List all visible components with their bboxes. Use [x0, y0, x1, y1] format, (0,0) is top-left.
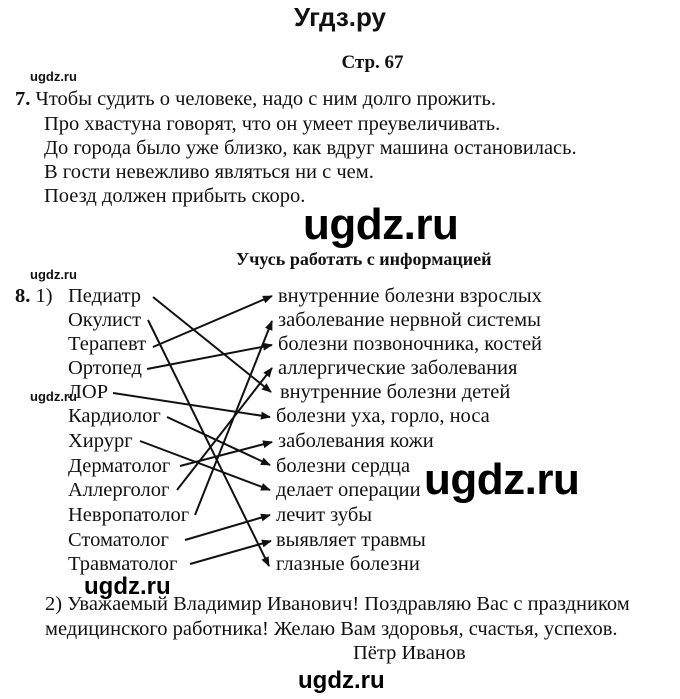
specialist-ortoped: Ортопед — [68, 357, 142, 379]
specialist-terapevt: Терапевт — [68, 333, 147, 355]
section-heading: Учусь работать с информацией — [236, 249, 492, 269]
watermark: ugdz.ru — [30, 69, 77, 84]
arrow-travmatolog — [190, 541, 271, 564]
watermark: ugdz.ru — [298, 667, 385, 694]
exercise-number: 7. — [15, 88, 31, 110]
description: внутренние болезни взрослых — [278, 285, 542, 307]
description: болезни позвоночника, костей — [278, 333, 543, 355]
description: лечит зубы — [276, 504, 373, 526]
specialist-pediatr: Педиатр — [68, 285, 142, 307]
sentence: Чтобы судить о человеке, надо с ним долго прожить. — [35, 88, 497, 110]
description: внутренние болезни детей — [280, 381, 511, 403]
site-title: Угдз.ру — [294, 2, 386, 32]
description: болезни уха, горло, носа — [276, 405, 490, 427]
description: делает операции — [276, 479, 421, 501]
description: аллергические заболевания — [278, 357, 518, 379]
specialist-dermatolog: Дерматолог — [68, 455, 171, 477]
watermark: ugdz.ru — [84, 573, 171, 600]
watermark: ugdz.ru — [30, 267, 77, 282]
specialist-allergolog: Аллерголог — [68, 479, 170, 501]
greeting-line: 2) Уважаемый Владимир Иванович! Поздравляю Вас с праздником — [45, 593, 630, 615]
description: выявляет травмы — [276, 529, 426, 551]
sentence: Поезд должен прибыть скоро. — [44, 185, 306, 207]
specialist-kardiolog: Кардиолог — [68, 405, 161, 427]
watermark-large: ugdz.ru — [303, 200, 459, 249]
sentence: Про хвастуна говорят, что он умеет преувеличивать. — [44, 113, 501, 135]
description: глазные болезни — [276, 553, 420, 575]
specialist-okulist: Окулист — [68, 309, 142, 331]
watermark: ugdz.ru — [30, 389, 77, 404]
watermark-large: ugdz.ru — [424, 455, 580, 504]
description: заболевание нервной системы — [278, 309, 541, 331]
exercise-number: 8. — [15, 285, 31, 307]
specialist-stomatolog: Стоматолог — [68, 529, 169, 551]
specialist-lor: ЛОР — [68, 381, 109, 403]
signature: Пётр Иванов — [353, 642, 466, 664]
specialist-travmatolog: Травматолог — [68, 553, 178, 575]
sentence: До города было уже близко, как вдруг машина остановилась. — [44, 137, 577, 159]
arrow-pediatr — [153, 297, 271, 392]
sentence: В гости невежливо являться ни с чем. — [44, 161, 374, 183]
arrow-stomatolog — [185, 515, 270, 540]
description: болезни сердца — [276, 455, 411, 477]
arrow-lor — [113, 393, 270, 417]
arrow-terapevt — [153, 296, 272, 347]
description: заболевания кожи — [278, 430, 434, 452]
specialist-hirurg: Хирург — [68, 430, 133, 452]
page-reference: Стр. 67 — [341, 52, 404, 73]
part-label: 1) — [35, 285, 53, 307]
arrow-dermatolog — [180, 442, 272, 466]
greeting-line: медицинского работника! Желаю Вам здоровья, счастья, успехов. — [45, 618, 618, 640]
specialist-nevropatolog: Невропатолог — [68, 504, 190, 526]
